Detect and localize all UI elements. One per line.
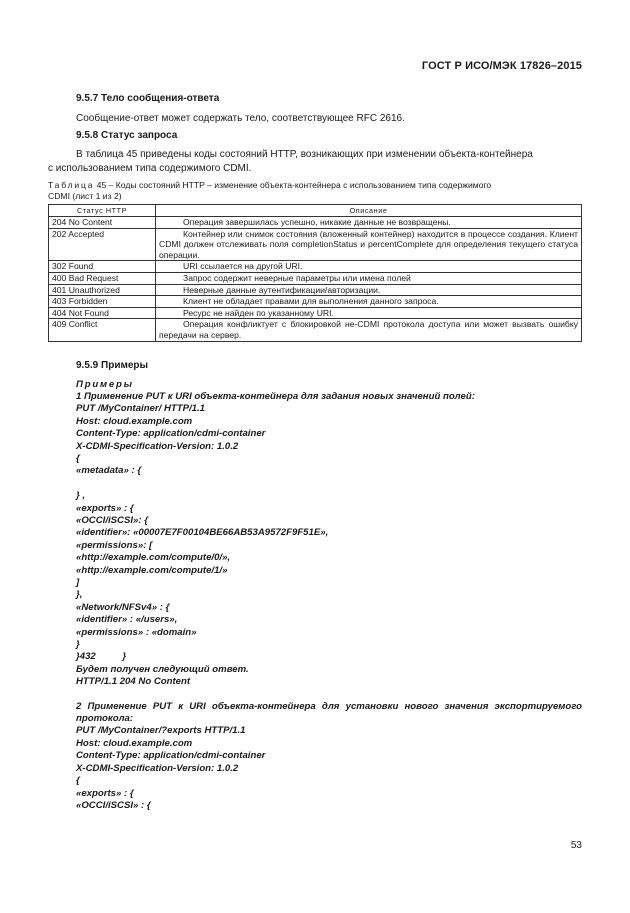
description-text: Клиент не обладает правами для выполнения данного запроса. [183, 296, 439, 307]
table-row [49, 284, 582, 296]
page-header: ГОСТ Р ИСО/МЭК 17826–2015 [421, 60, 582, 72]
description-cell [156, 307, 582, 319]
example2-title: 2 Применение PUT к URI объекта-контейнера для установки нового значения экспортируемого протокола: [76, 700, 582, 725]
status-table [48, 204, 582, 342]
code-line: Host: cloud.example.com [76, 415, 193, 427]
example1-title: 1 Применение PUT к URI объекта-контейнера для задания новых значений полей: [76, 390, 475, 402]
code-line: { [76, 452, 80, 464]
code-line [48, 478, 582, 490]
page-number: 53 [570, 840, 582, 851]
column-header-status: Статус HTTP [49, 205, 156, 217]
code-line: «http://example.com/compute/1/» [76, 564, 228, 576]
code-line: «identifier»: «00007E7F00104BE66AB53A9572F9F51E», [76, 527, 329, 539]
status-cell: 204 No Content [49, 217, 156, 229]
section-958-text-line1: В таблица 45 приведены коды состояний HTTP, возникающих при изменении объекта-контейнера [76, 149, 533, 160]
description-text: Запрос содержит неверные параметры или имена полей [183, 272, 411, 283]
code-line: «OCCI/iSCSI» : { [76, 799, 151, 811]
code-line: }, [76, 589, 83, 601]
status-cell: 404 Not Found [49, 307, 156, 319]
status-cell: 302 Found [49, 261, 156, 273]
description-text: URI ссылается на другой URI. [183, 261, 303, 272]
description-cell [156, 217, 582, 229]
examples-label: Примеры [76, 378, 134, 390]
table-row [49, 272, 582, 284]
code-line: «exports» : { [76, 787, 134, 799]
status-cell: 401 Unauthorized [49, 284, 156, 296]
code-line: PUT /MyContainer/ HTTP/1.1 [76, 403, 206, 415]
code-line: Будет получен следующий ответ. [76, 663, 249, 675]
table-row [49, 261, 582, 273]
example1-code [48, 403, 582, 688]
section-957-text: Сообщение-ответ может содержать тело, соответствующее RFC 2616. [76, 113, 405, 124]
examples-block [48, 379, 582, 813]
description-text: Неверные данные аутентификации/авторизации. [183, 284, 381, 295]
section-959-title: 9.5.9 Примеры [76, 359, 149, 371]
description-cell [156, 261, 582, 273]
code-line: «OCCI/iSCSI»: { [76, 514, 148, 526]
status-cell: 403 Forbidden [49, 296, 156, 308]
table-caption-text: 45 – Коды состояний HTTP – изменение объекта-контейнера с использованием типа содержимого [94, 180, 492, 190]
page-content [48, 92, 582, 812]
description-text: Операция завершилась успешно, никакие данные не возвращены. [183, 217, 451, 227]
column-header-description: Описание [156, 205, 582, 217]
code-line: ] [76, 577, 80, 589]
code-line: HTTP/1.1 204 No Content [76, 676, 191, 688]
description-text: Ресурс не найден по указанному URI. [183, 307, 334, 318]
code-line: }432 } [76, 651, 127, 663]
status-cell: 409 Conflict [49, 319, 156, 341]
example2-code [48, 725, 582, 812]
table-caption-line2: CDMI (лист 1 из 2) [48, 191, 122, 201]
table-caption [48, 180, 582, 202]
section-958-text-line2: с использованием типа содержимого CDMI. [48, 163, 252, 174]
table-row [49, 319, 582, 341]
table-header-row [49, 205, 582, 217]
code-line: { [76, 775, 80, 787]
status-cell: 202 Accepted [49, 228, 156, 261]
description-cell [156, 319, 582, 341]
description-cell [156, 228, 582, 261]
table-row [49, 228, 582, 261]
code-line: «exports» : { [76, 502, 134, 514]
status-cell: 400 Bad Request [49, 272, 156, 284]
code-line: } , [76, 490, 86, 502]
code-line: Content-Type: application/cdmi-container [76, 750, 266, 762]
description-text: Операция конфликтует с блокировкой не-CDMI протокола доступа или может вызвать ошибку передачи на сервер. [159, 319, 578, 340]
code-line: «metadata» : { [76, 465, 142, 477]
code-line: X-CDMI-Specification-Version: 1.0.2 [76, 440, 239, 452]
code-line: «http://example.com/compute/0/», [76, 552, 231, 564]
description-text: Контейнер или снимок состояния (вложенный контейнер) находится в процессе создания. Клиент CDMI должен отслеживать поля completionStatus и percentComplete для определения текущего статуса операции. [159, 228, 578, 260]
description-cell [156, 272, 582, 284]
section-957-title: 9.5.7 Тело сообщения-ответа [76, 93, 220, 104]
table-caption-label: Таблица [48, 180, 95, 190]
code-line: «Network/NFSv4» : { [76, 601, 170, 613]
code-line: Host: cloud.example.com [76, 737, 193, 749]
code-line: X-CDMI-Specification-Version: 1.0.2 [76, 762, 239, 774]
code-line: Content-Type: application/cdmi-container [76, 428, 266, 440]
description-cell [156, 296, 582, 308]
table-row [49, 307, 582, 319]
code-line: «identifier» : «/users», [76, 614, 178, 626]
description-cell [156, 284, 582, 296]
section-958-title: 9.5.8 Статус запроса [76, 130, 178, 141]
code-line: «permissions»: [ [76, 539, 153, 551]
table-row [49, 296, 582, 308]
code-line: PUT /MyContainer/?exports HTTP/1.1 [76, 725, 246, 737]
table-row [49, 217, 582, 229]
code-line: } [76, 639, 80, 651]
code-line: «permissions» : «domain» [76, 626, 197, 638]
